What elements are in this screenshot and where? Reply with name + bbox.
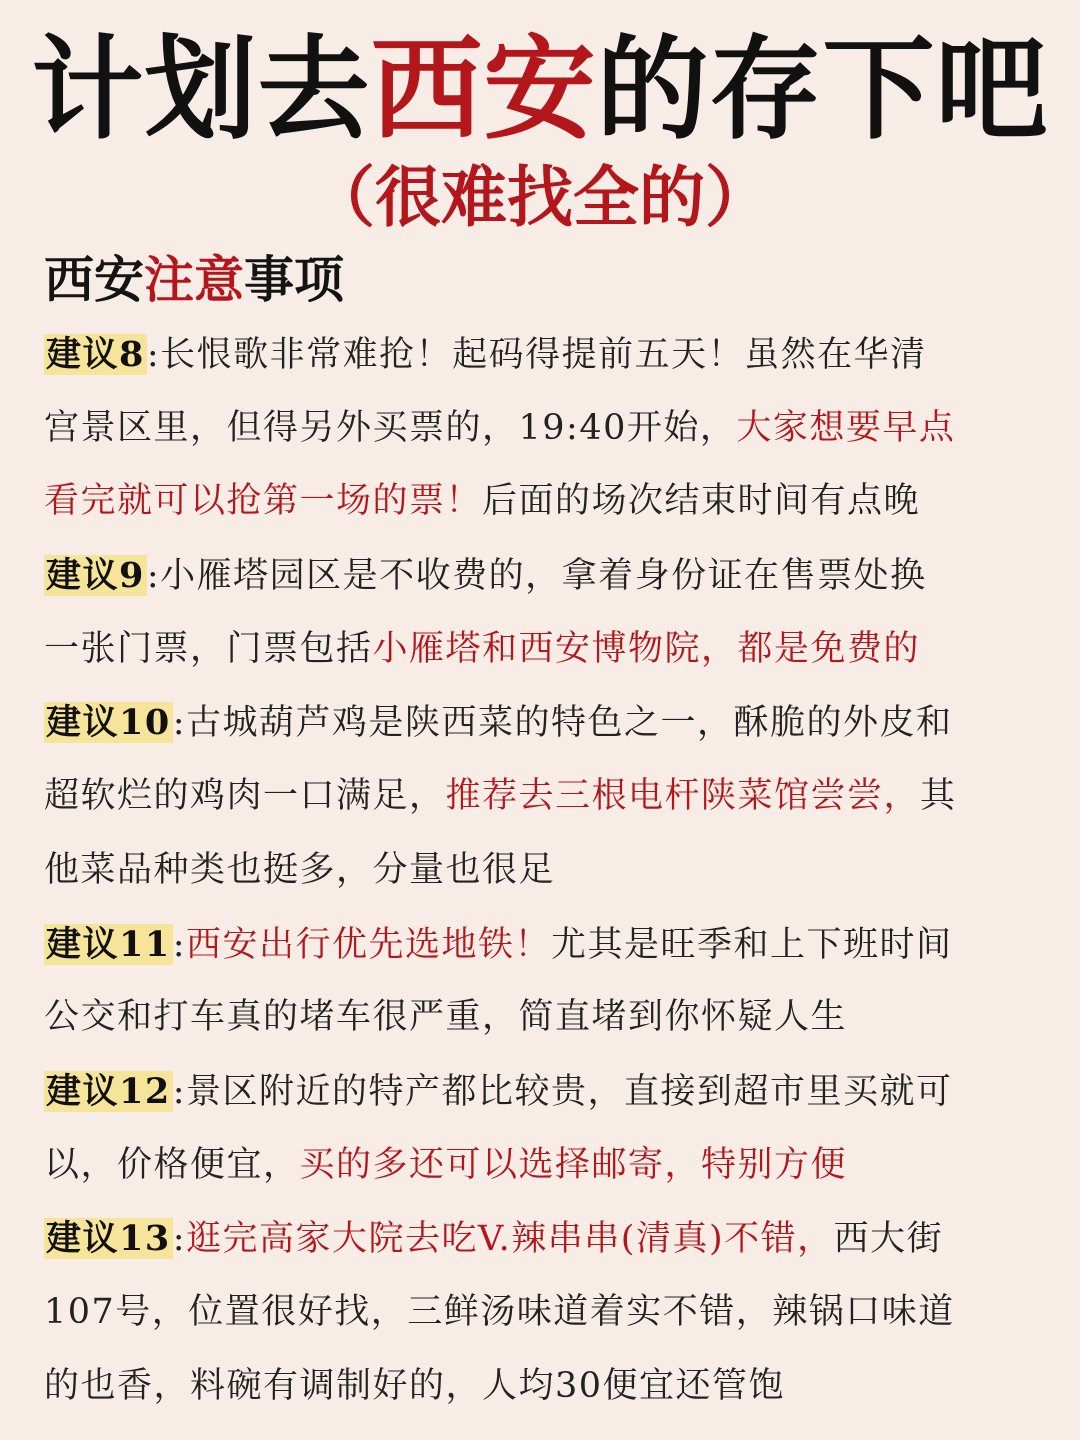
tip-text: 的也香，料碗有调制好的，人均30便宜还管饱: [44, 1365, 786, 1406]
tip-emphasis: 推荐去三根电杆陕菜馆尝尝，: [445, 776, 921, 817]
tip-8-line-3: [44, 465, 1044, 539]
tip-label: 建议12: [46, 1070, 171, 1112]
tip-11-line-2: [44, 981, 1044, 1055]
page-subtitle: （很难找全的）: [309, 159, 771, 236]
tip-13-line-3: [44, 1350, 1044, 1424]
tip-text: 公交和打车真的堵车很严重，简直堵到你怀疑人生: [44, 997, 848, 1038]
tip-10-line-1: 建议10:古城葫芦鸡是陕西菜的特色之一，酥脆的外皮和: [46, 702, 953, 744]
tip-9-line-1: 建议9:小雁塔园区是不收费的，拿着身份证在售票处换: [46, 555, 927, 597]
tip-text: 长恨歌非常难抢！起码得提前五天！虽然在华清: [160, 335, 927, 375]
tip-text: 古城葫芦鸡是陕西菜的特色之一，酥脆的外皮和: [186, 703, 953, 744]
tip-text: 宫景区里，但得另外买票的，19:40开始，: [44, 407, 737, 448]
section-heading: [44, 248, 344, 312]
tip-10-line-2: [44, 760, 1044, 834]
tip-emphasis: 大家想要早点: [736, 407, 956, 448]
title-part-3: 的存下吧: [596, 25, 1049, 155]
section-heading-part-3: 事项: [244, 250, 344, 309]
tips-list: [44, 318, 1044, 1423]
tip-text: 西大街: [833, 1219, 944, 1260]
tip-text: 以，价格便宜，: [44, 1144, 300, 1185]
tip-8-line-1: 建议8:长恨歌非常难抢！起码得提前五天！虽然在华清: [46, 334, 927, 375]
tip-8-line-2: [44, 392, 1044, 466]
tip-12-line-2: [44, 1129, 1044, 1203]
tip-9-line-2: [44, 613, 1044, 687]
tip-12-line-1: 建议12:景区附近的特产都比较贵，直接到超市里买就可: [46, 1070, 953, 1112]
tip-10-line-3: [44, 834, 1044, 908]
tip-text: 107号，位置很好找，三鲜汤味道着实不错，辣锅口味道: [44, 1291, 955, 1332]
tip-13-line-1: 建议13:逛完高家大院去吃V.辣串串(清真)不错，西大街: [46, 1218, 944, 1260]
tip-label: 建议13: [46, 1218, 171, 1260]
section-heading-part-1: 西安: [44, 250, 144, 309]
tip-text: 他菜品种类也挺多，分量也很足: [44, 849, 556, 890]
tip-text: 景区附近的特产都比较贵，直接到超市里买就可: [186, 1071, 953, 1112]
tip-text: 后面的场次结束时间有点晚: [482, 481, 921, 522]
tip-emphasis: 看完就可以抢第一场的票！: [44, 481, 483, 522]
tip-label: 建议8: [46, 334, 145, 375]
tip-text: 尤其是旺季和上下班时间: [551, 924, 953, 965]
title-part-1: 计划去: [31, 25, 371, 155]
tip-emphasis: 逛完高家大院去吃V.辣串串(清真)不错，: [186, 1219, 834, 1260]
tip-emphasis: 小雁塔和西安博物院，都是免费的: [372, 628, 921, 669]
tip-emphasis: 买的多还可以选择邮寄，特别方便: [299, 1144, 848, 1185]
tip-text: 其: [920, 776, 957, 817]
tip-11-line-1: 建议11:西安出行优先选地铁！尤其是旺季和上下班时间: [46, 923, 953, 965]
tip-text: 超软烂的鸡肉一口满足，: [44, 776, 446, 817]
tip-label: 建议10: [46, 702, 171, 744]
tip-text: 小雁塔园区是不收费的，拿着身份证在售票处换: [160, 556, 927, 597]
page-title: [0, 26, 1080, 154]
tip-13-line-2: [44, 1276, 1044, 1350]
title-city: 西安: [370, 25, 597, 155]
section-heading-emphasis: 注意: [144, 250, 244, 309]
tip-text: 一张门票，门票包括: [44, 628, 373, 669]
tip-emphasis: 西安出行优先选地铁！: [186, 924, 552, 965]
tip-label: 建议9: [46, 555, 145, 597]
tip-label: 建议11: [46, 923, 171, 965]
